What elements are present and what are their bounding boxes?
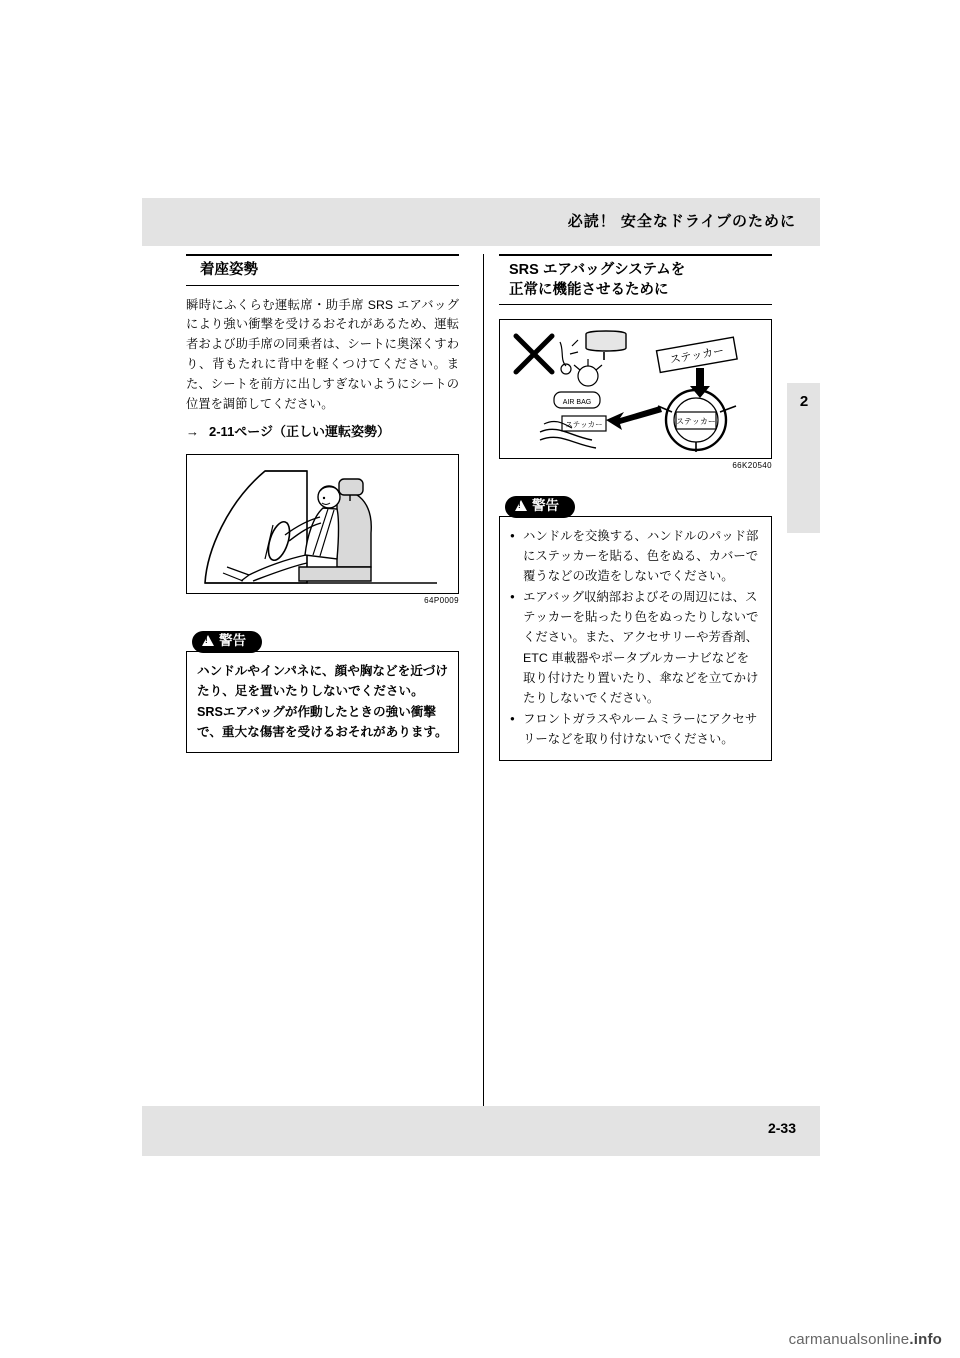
- page-header-title: 必読！ 安全なドライブのために: [567, 213, 796, 230]
- warning-bullet-item: ● エアバッグ収納部およびその周辺には、ステッカーを貼ったり色をぬったりしないでください。また、アクセサリーや芳香剤、ETC 車載器やポータブルカーナビなどを取り付けたり置いたり、傘などを立てかけたりしないでください。: [510, 587, 761, 708]
- left-body-paragraph: 瞬時にふくらむ運転席・助手席 SRS エアバッグにより強い衝撃を受けるおそれがあるため、運転者および助手席の同乗者は、シートに奥深くすわり、背もたれに背中を軽くつけてください。また、シートを前方に出しすぎないようにシートの位置を調節してください。: [186, 297, 459, 412]
- right-section-heading-line2: 正常に機能させるために: [509, 281, 669, 298]
- svg-text:ステッカー: ステッカー: [676, 417, 716, 427]
- warning-label-left: 警告: [219, 633, 246, 648]
- warning-tab-left: [192, 631, 262, 653]
- right-section-heading: [499, 254, 772, 305]
- seating-posture-illustration: [187, 455, 458, 593]
- warning-exclamation-icon: !: [205, 636, 208, 645]
- warning-text-left: ハンドルやインパネに、顔や胸などを近づけたり、足を置いたりしないでください。SRSエアバッグが作動したときの強い衝撃で、重大な傷害を受けるおそれがあります。: [197, 663, 448, 740]
- warning-triangle-icon: [202, 635, 214, 646]
- warning-box-left: [186, 651, 459, 754]
- svg-text:ステッカー: ステッカー: [565, 420, 603, 430]
- page-footer-band: [142, 1106, 820, 1156]
- watermark: [789, 1331, 942, 1348]
- right-warning-block: [499, 496, 772, 761]
- warning-box-right: [499, 516, 772, 761]
- left-warning-block: [186, 631, 459, 753]
- page-header-band: [142, 198, 820, 246]
- manual-page: [142, 198, 820, 1156]
- arrow-icon: →: [186, 424, 199, 439]
- right-section-heading-line1: SRS エアバッグシステムを: [509, 262, 686, 278]
- chapter-number: 2: [799, 393, 809, 410]
- airbag-sticker-illustration: [500, 320, 771, 458]
- right-column: [499, 254, 772, 761]
- column-divider: [483, 254, 484, 1114]
- svg-text:ステッカー: ステッカー: [668, 345, 726, 367]
- seating-posture-figure: [186, 454, 459, 594]
- cross-reference-label: 2-11ページ（正しい運転姿勢）: [209, 424, 391, 439]
- warning-triangle-icon: [515, 500, 527, 511]
- warning-bullet-item: ● フロントガラスやルームミラーにアクセサリーなどを取り付けないでください。: [510, 709, 761, 749]
- left-figure-id: 64P0009: [424, 596, 459, 605]
- warning-label-right: 警告: [532, 498, 559, 514]
- watermark-suffix: .info: [909, 1331, 942, 1348]
- page-number: 2-33: [767, 1120, 796, 1136]
- warning-exclamation-icon: !: [518, 501, 521, 511]
- watermark-text: carmanualsonline: [788, 1331, 910, 1348]
- warning-bullet-item: ● ハンドルを交換する、ハンドルのパッド部にステッカーを貼る、色をぬる、カバーで覆うなどの改造をしないでください。: [510, 526, 761, 586]
- svg-text:AIR BAG: AIR BAG: [562, 399, 592, 407]
- airbag-sticker-figure: [499, 319, 772, 459]
- left-section-heading: 着座姿勢: [186, 254, 459, 286]
- warning-tab-right: [505, 496, 575, 518]
- right-figure-id: 66K20540: [732, 461, 772, 471]
- cross-reference[interactable]: [186, 421, 459, 440]
- left-column: [186, 254, 459, 753]
